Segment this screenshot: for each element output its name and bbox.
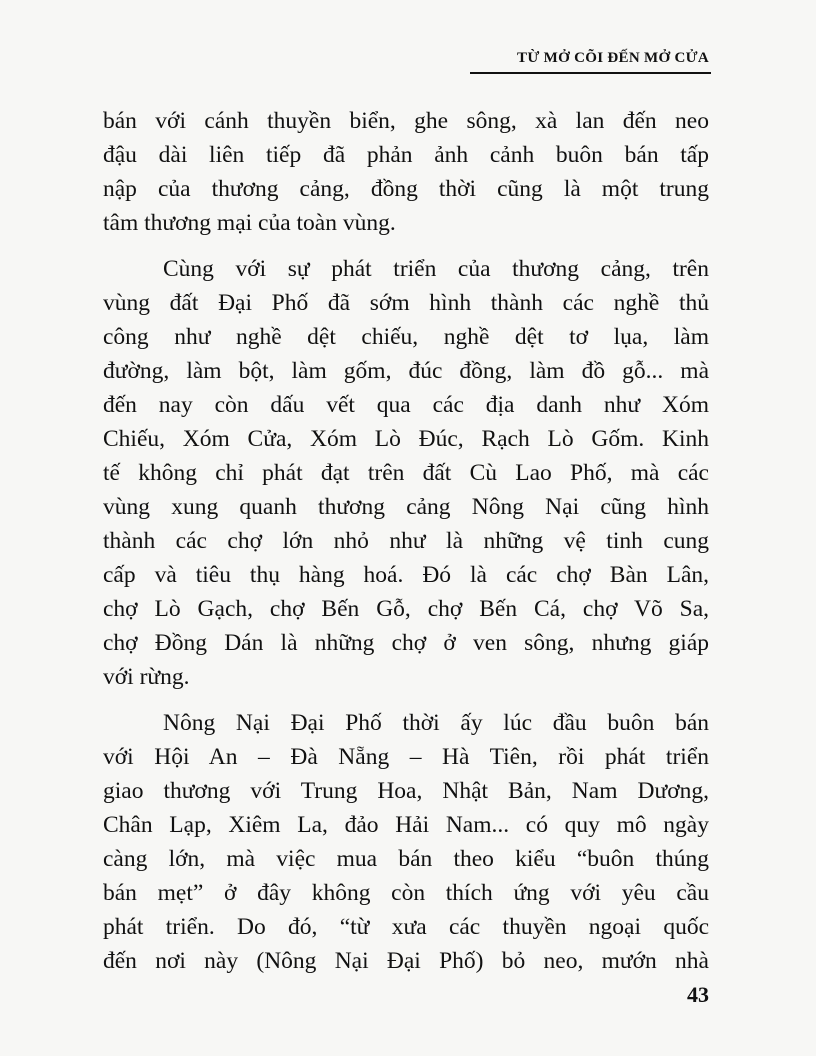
header-rule [470, 72, 711, 74]
text-line: đến nay còn dấu vết qua các địa danh như Xóm [103, 392, 709, 418]
text-line: bán mẹt” ở đây không còn thích ứng với yêu cầu [103, 880, 709, 906]
running-header: TỪ MỞ CÕI ĐẾN MỞ CỬA [517, 50, 709, 66]
text-line: với Hội An – Đà Nẵng – Hà Tiên, rồi phát triển [103, 744, 709, 770]
paragraph-3 [103, 706, 709, 978]
paragraph-1 [103, 104, 709, 240]
text-line: đậu dài liên tiếp đã phản ảnh cảnh buôn bán tấp [103, 142, 709, 168]
text-line: công như nghề dệt chiếu, nghề dệt tơ lụa, làm [103, 324, 709, 350]
text-line: tâm thương mại của toàn vùng. [103, 210, 396, 236]
text-line: đến nơi này (Nông Nại Đại Phố) bỏ neo, mướn nhà [103, 948, 709, 974]
text-line: đường, làm bột, làm gốm, đúc đồng, làm đồ gỗ... mà [103, 358, 709, 384]
text-line: Chiếu, Xóm Cửa, Xóm Lò Đúc, Rạch Lò Gốm. Kinh [103, 426, 709, 452]
text-line: chợ Lò Gạch, chợ Bến Gỗ, chợ Bến Cá, chợ Võ Sa, [103, 596, 709, 622]
text-line: thành các chợ lớn nhỏ như là những vệ tinh cung [103, 528, 709, 554]
text-line: bán với cánh thuyền biển, ghe sông, xà lan đến neo [103, 108, 709, 134]
text-line: giao thương với Trung Hoa, Nhật Bản, Nam Dương, [103, 778, 709, 804]
text-line: Nông Nại Đại Phố thời ấy lúc đầu buôn bán [163, 710, 709, 736]
text-line: nập của thương cảng, đồng thời cũng là một trung [103, 176, 709, 202]
text-line: càng lớn, mà việc mua bán theo kiểu “buôn thúng [103, 846, 709, 872]
text-line: Chân Lạp, Xiêm La, đảo Hải Nam... có quy mô ngày [103, 812, 709, 838]
page-number: 43 [687, 982, 709, 1007]
text-line: chợ Đồng Dán là những chợ ở ven sông, nhưng giáp [103, 630, 709, 656]
text-line: cấp và tiêu thụ hàng hoá. Đó là các chợ Bàn Lân, [103, 562, 709, 588]
text-line: vùng đất Đại Phố đã sớm hình thành các nghề thủ [103, 290, 709, 316]
text-line: tế không chỉ phát đạt trên đất Cù Lao Phố, mà các [103, 460, 709, 486]
body-text [103, 104, 709, 978]
text-line: vùng xung quanh thương cảng Nông Nại cũng hình [103, 494, 709, 520]
text-line: Cùng với sự phát triển của thương cảng, trên [163, 256, 709, 282]
paragraph-2 [103, 252, 709, 694]
text-line: phát triển. Do đó, “từ xưa các thuyền ngoại quốc [103, 914, 709, 940]
text-line: với rừng. [103, 664, 190, 690]
